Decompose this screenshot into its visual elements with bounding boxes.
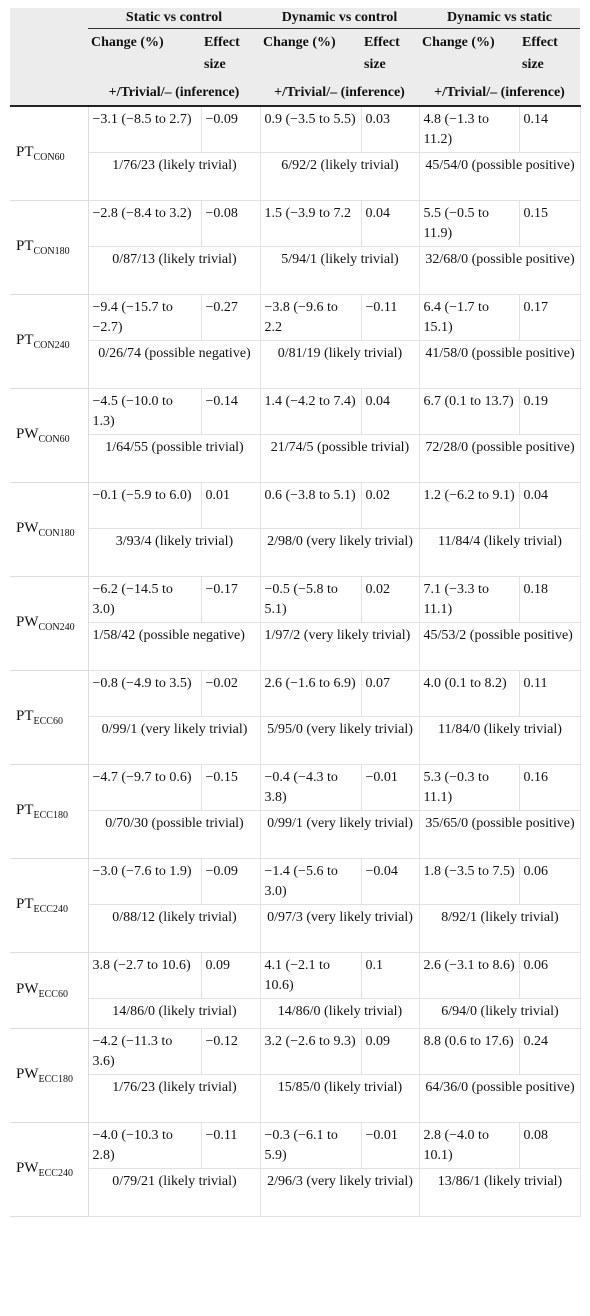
inference-cell: 6/92/2 (likely trivial) xyxy=(260,153,419,201)
effect-size-cell: 0.06 xyxy=(519,859,580,905)
change-header: Change (%) xyxy=(260,29,361,81)
change-cell: 4.1 (−2.1 to 10.6) xyxy=(260,953,361,999)
variable-name: PW xyxy=(16,1066,39,1082)
variable-subscript: CON60 xyxy=(38,434,70,445)
effect-size-cell: −0.01 xyxy=(361,765,419,811)
change-cell: −0.3 (−6.1 to 5.9) xyxy=(260,1123,361,1169)
effect-size-cell: 0.16 xyxy=(519,765,580,811)
inference-cell: 1/97/2 (very likely trivial) xyxy=(260,623,419,671)
variable-label xyxy=(10,859,88,953)
variable-name: PW xyxy=(16,426,39,442)
inference-row xyxy=(10,905,580,953)
group-header-static-vs-control: Static vs control xyxy=(88,8,260,29)
variable-subscript: ECC240 xyxy=(38,1168,73,1179)
corner-header xyxy=(10,8,88,106)
change-cell: 3.2 (−2.6 to 9.3) xyxy=(260,1029,361,1075)
variable-name: PT xyxy=(16,896,34,912)
effect-size-cell: 0.09 xyxy=(361,1029,419,1075)
variable-subscript: ECC60 xyxy=(38,989,68,1000)
variable-name: PW xyxy=(16,981,39,997)
effect-size-cell: 0.11 xyxy=(519,671,580,717)
inference-row xyxy=(10,717,580,765)
variable-subscript: CON240 xyxy=(38,622,75,633)
variable-subscript: ECC180 xyxy=(33,810,68,821)
table-row xyxy=(10,106,580,153)
inference-cell: 0/87/13 (likely trivial) xyxy=(88,247,260,295)
table-row xyxy=(10,483,580,529)
change-cell: −0.4 (−4.3 to 3.8) xyxy=(260,765,361,811)
inference-cell: 0/99/1 (very likely trivial) xyxy=(88,717,260,765)
change-cell: −0.5 (−5.8 to 5.1) xyxy=(260,577,361,623)
variable-label xyxy=(10,765,88,859)
change-header: Change (%) xyxy=(419,29,519,81)
inference-row xyxy=(10,529,580,577)
change-cell: 5.5 (−0.5 to 11.9) xyxy=(419,201,519,247)
table-body xyxy=(10,106,580,1217)
effect-size-cell: −0.27 xyxy=(201,295,260,341)
change-cell: −3.0 (−7.6 to 1.9) xyxy=(88,859,201,905)
change-cell: 6.7 (0.1 to 13.7) xyxy=(419,389,519,435)
effect-size-cell: 0.06 xyxy=(519,953,580,999)
inference-cell: 21/74/5 (possible trivial) xyxy=(260,435,419,483)
inference-cell: 0/97/3 (very likely trivial) xyxy=(260,905,419,953)
variable-name: PT xyxy=(16,144,34,160)
change-cell: 2.6 (−1.6 to 6.9) xyxy=(260,671,361,717)
table-row xyxy=(10,765,580,811)
effect-size-cell: −0.12 xyxy=(201,1029,260,1075)
inference-cell: 2/96/3 (very likely trivial) xyxy=(260,1169,419,1217)
effect-size-header: Effect size xyxy=(201,29,260,81)
inference-header: +/Trivial/– (inference) xyxy=(419,80,580,106)
inference-row xyxy=(10,1169,580,1217)
effect-size-cell: 0.24 xyxy=(519,1029,580,1075)
variable-label xyxy=(10,295,88,389)
effect-size-cell: −0.17 xyxy=(201,577,260,623)
group-header-dynamic-vs-control: Dynamic vs control xyxy=(260,8,419,29)
inference-cell: 1/76/23 (likely trivial) xyxy=(88,153,260,201)
table-row xyxy=(10,201,580,247)
effect-size-cell: −0.15 xyxy=(201,765,260,811)
inference-cell: 0/79/21 (likely trivial) xyxy=(88,1169,260,1217)
inference-row xyxy=(10,435,580,483)
inference-cell: 1/58/42 (possible negative) xyxy=(88,623,260,671)
effect-size-cell: −0.11 xyxy=(361,295,419,341)
inference-cell: 1/64/55 (possible trivial) xyxy=(88,435,260,483)
variable-name: PT xyxy=(16,238,34,254)
variable-label xyxy=(10,1029,88,1123)
variable-label xyxy=(10,1123,88,1217)
effect-size-cell: 0.02 xyxy=(361,577,419,623)
results-table xyxy=(10,8,581,1217)
inference-cell: 2/98/0 (very likely trivial) xyxy=(260,529,419,577)
effect-size-cell: 0.04 xyxy=(519,483,580,529)
inference-cell: 72/28/0 (possible positive) xyxy=(419,435,580,483)
effect-size-cell: 0.17 xyxy=(519,295,580,341)
change-cell: 1.5 (−3.9 to 7.2 xyxy=(260,201,361,247)
inference-row xyxy=(10,153,580,201)
effect-size-cell: 0.1 xyxy=(361,953,419,999)
change-cell: −4.0 (−10.3 to 2.8) xyxy=(88,1123,201,1169)
inference-header: +/Trivial/– (inference) xyxy=(88,80,260,106)
table-row xyxy=(10,389,580,435)
effect-size-cell: 0.04 xyxy=(361,201,419,247)
inference-cell: 11/84/0 (likely trivial) xyxy=(419,717,580,765)
change-cell: −4.2 (−11.3 to 3.6) xyxy=(88,1029,201,1075)
inference-row xyxy=(10,999,580,1029)
effect-size-cell: 0.19 xyxy=(519,389,580,435)
change-cell: −9.4 (−15.7 to −2.7) xyxy=(88,295,201,341)
effect-size-cell: −0.02 xyxy=(201,671,260,717)
variable-name: PW xyxy=(16,614,39,630)
table-row xyxy=(10,295,580,341)
change-cell: −0.1 (−5.9 to 6.0) xyxy=(88,483,201,529)
variable-label xyxy=(10,201,88,295)
change-cell: 3.8 (−2.7 to 10.6) xyxy=(88,953,201,999)
table-row xyxy=(10,577,580,623)
inference-cell: 14/86/0 (likely trivial) xyxy=(260,999,419,1029)
table-row xyxy=(10,1029,580,1075)
inference-cell: 3/93/4 (likely trivial) xyxy=(88,529,260,577)
inference-cell: 0/88/12 (likely trivial) xyxy=(88,905,260,953)
variable-label xyxy=(10,483,88,577)
table-row xyxy=(10,671,580,717)
effect-size-cell: −0.04 xyxy=(361,859,419,905)
inference-cell: 15/85/0 (likely trivial) xyxy=(260,1075,419,1123)
change-cell: 8.8 (0.6 to 17.6) xyxy=(419,1029,519,1075)
variable-subscript: ECC60 xyxy=(33,716,63,727)
effect-size-cell: 0.03 xyxy=(361,106,419,153)
change-cell: −6.2 (−14.5 to 3.0) xyxy=(88,577,201,623)
change-cell: −4.7 (−9.7 to 0.6) xyxy=(88,765,201,811)
variable-name: PW xyxy=(16,1160,39,1176)
change-cell: 2.6 (−3.1 to 8.6) xyxy=(419,953,519,999)
variable-subscript: ECC240 xyxy=(33,904,68,915)
change-cell: −3.8 (−9.6 to 2.2 xyxy=(260,295,361,341)
table-row xyxy=(10,1123,580,1169)
effect-size-cell: 0.09 xyxy=(201,953,260,999)
inference-cell: 13/86/1 (likely trivial) xyxy=(419,1169,580,1217)
change-cell: 2.8 (−4.0 to 10.1) xyxy=(419,1123,519,1169)
variable-name: PT xyxy=(16,802,34,818)
inference-cell: 1/76/23 (likely trivial) xyxy=(88,1075,260,1123)
effect-size-cell: −0.09 xyxy=(201,859,260,905)
effect-size-cell: 0.08 xyxy=(519,1123,580,1169)
inference-cell: 35/65/0 (possible positive) xyxy=(419,811,580,859)
effect-size-cell: −0.08 xyxy=(201,201,260,247)
inference-row xyxy=(10,811,580,859)
effect-size-cell: 0.02 xyxy=(361,483,419,529)
effect-size-cell: 0.04 xyxy=(361,389,419,435)
inference-cell: 45/54/0 (possible positive) xyxy=(419,153,580,201)
variable-subscript: CON60 xyxy=(33,152,65,163)
effect-size-cell: −0.09 xyxy=(201,106,260,153)
table-row xyxy=(10,859,580,905)
effect-size-cell: 0.07 xyxy=(361,671,419,717)
inference-cell: 0/70/30 (possible trivial) xyxy=(88,811,260,859)
inference-cell: 14/86/0 (likely trivial) xyxy=(88,999,260,1029)
inference-cell: 0/81/19 (likely trivial) xyxy=(260,341,419,389)
effect-size-cell: −0.11 xyxy=(201,1123,260,1169)
inference-cell: 0/26/74 (possible negative) xyxy=(88,341,260,389)
inference-cell: 64/36/0 (possible positive) xyxy=(419,1075,580,1123)
change-cell: −1.4 (−5.6 to 3.0) xyxy=(260,859,361,905)
group-header-dynamic-vs-static: Dynamic vs static xyxy=(419,8,580,29)
inference-row xyxy=(10,623,580,671)
inference-cell: 45/53/2 (possible positive) xyxy=(419,623,580,671)
change-cell: 1.8 (−3.5 to 7.5) xyxy=(419,859,519,905)
change-cell: 4.0 (0.1 to 8.2) xyxy=(419,671,519,717)
inference-row xyxy=(10,341,580,389)
inference-cell: 0/99/1 (very likely trivial) xyxy=(260,811,419,859)
effect-size-cell: −0.14 xyxy=(201,389,260,435)
change-cell: 4.8 (−1.3 to 11.2) xyxy=(419,106,519,153)
change-cell: 0.6 (−3.8 to 5.1) xyxy=(260,483,361,529)
change-cell: 7.1 (−3.3 to 11.1) xyxy=(419,577,519,623)
effect-size-cell: 0.01 xyxy=(201,483,260,529)
effect-size-header: Effect size xyxy=(519,29,580,81)
inference-cell: 8/92/1 (likely trivial) xyxy=(419,905,580,953)
variable-subscript: CON240 xyxy=(33,340,70,351)
effect-size-cell: −0.01 xyxy=(361,1123,419,1169)
change-cell: 1.2 (−6.2 to 9.1) xyxy=(419,483,519,529)
change-cell: 1.4 (−4.2 to 7.4) xyxy=(260,389,361,435)
change-cell: 0.9 (−3.5 to 5.5) xyxy=(260,106,361,153)
variable-subscript: CON180 xyxy=(33,246,70,257)
variable-subscript: ECC180 xyxy=(38,1074,73,1085)
variable-label xyxy=(10,389,88,483)
change-cell: 6.4 (−1.7 to 15.1) xyxy=(419,295,519,341)
effect-size-cell: 0.15 xyxy=(519,201,580,247)
inference-cell: 5/95/0 (very likely trivial) xyxy=(260,717,419,765)
inference-row xyxy=(10,1075,580,1123)
inference-cell: 11/84/4 (likely trivial) xyxy=(419,529,580,577)
variable-name: PT xyxy=(16,708,34,724)
change-cell: −3.1 (−8.5 to 2.7) xyxy=(88,106,201,153)
effect-size-cell: 0.18 xyxy=(519,577,580,623)
variable-label xyxy=(10,671,88,765)
change-cell: 5.3 (−0.3 to 11.1) xyxy=(419,765,519,811)
change-cell: −2.8 (−8.4 to 3.2) xyxy=(88,201,201,247)
inference-cell: 41/58/0 (possible positive) xyxy=(419,341,580,389)
table-header xyxy=(10,8,580,106)
variable-label xyxy=(10,106,88,201)
variable-label xyxy=(10,577,88,671)
variable-name: PW xyxy=(16,520,39,536)
effect-size-header: Effect size xyxy=(361,29,419,81)
variable-label xyxy=(10,953,88,1029)
change-header: Change (%) xyxy=(88,29,201,81)
variable-name: PT xyxy=(16,332,34,348)
inference-cell: 32/68/0 (possible positive) xyxy=(419,247,580,295)
table-row xyxy=(10,953,580,999)
change-cell: −0.8 (−4.9 to 3.5) xyxy=(88,671,201,717)
variable-subscript: CON180 xyxy=(38,528,75,539)
inference-header: +/Trivial/– (inference) xyxy=(260,80,419,106)
inference-row xyxy=(10,247,580,295)
change-cell: −4.5 (−10.0 to 1.3) xyxy=(88,389,201,435)
inference-cell: 6/94/0 (likely trivial) xyxy=(419,999,580,1029)
effect-size-cell: 0.14 xyxy=(519,106,580,153)
inference-cell: 5/94/1 (likely trivial) xyxy=(260,247,419,295)
